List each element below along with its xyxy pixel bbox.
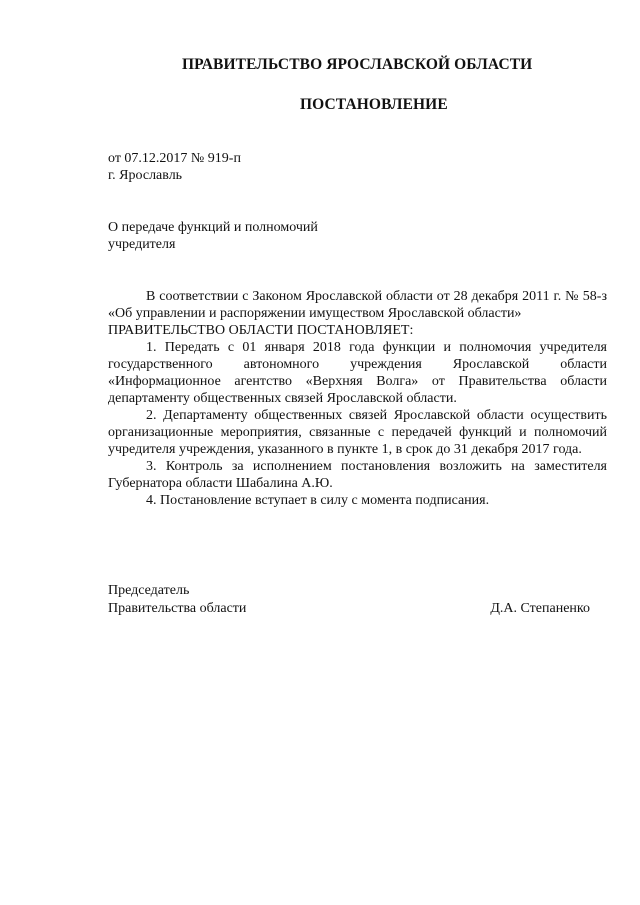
- subject-line-1: О передаче функций и полномочий: [108, 220, 318, 235]
- issue-city: г. Ярославль: [108, 168, 183, 183]
- item-1-paragraph: 1. Передать с 01 января 2018 года функции и полномочия учредителя государственного автономного учреждения Ярославской области «Информационное агентство «Верхняя Волга» от Правительства области департаменту общественных связей Ярославской области.: [108, 340, 607, 406]
- signer-name: Д.А. Степаненко: [490, 601, 590, 616]
- item-2-paragraph: 2. Департаменту общественных связей Ярославской области осуществить организационные мероприятия, связанные с передачей функций и полномочий учредителя учреждения, указанного в пункте 1, в срок до 31 декабря 2017 года.: [108, 408, 607, 457]
- date-and-number: от 07.12.2017 № 919-п: [108, 151, 241, 166]
- document-body: [108, 288, 607, 509]
- signature-line: [108, 600, 590, 618]
- preamble-paragraph: В соответствии с Законом Ярославской области от 28 декабря 2011 г. № 58-з «Об управлении и распоряжении имуществом Ярославской области»: [108, 289, 607, 321]
- resolution-clause: ПРАВИТЕЛЬСТВО ОБЛАСТИ ПОСТАНОВЛЯЕТ:: [108, 323, 414, 338]
- signer-position-line-2: Правительства области: [108, 601, 247, 616]
- document-meta: [108, 150, 241, 184]
- subject-line-2: учредителя: [108, 237, 176, 252]
- document-type-heading: ПОСТАНОВЛЕНИЕ: [300, 96, 448, 113]
- organization-title: ПРАВИТЕЛЬСТВО ЯРОСЛАВСКОЙ ОБЛАСТИ: [182, 56, 533, 73]
- item-3-paragraph: 3. Контроль за исполнением постановления возложить на заместителя Губернатора области Шабалина А.Ю.: [108, 459, 607, 491]
- item-4-paragraph: 4. Постановление вступает в силу с момента подписания.: [146, 493, 490, 508]
- document-subject: [108, 219, 318, 253]
- signer-position-line-1: Председатель: [108, 583, 190, 598]
- signature-block: [108, 582, 590, 618]
